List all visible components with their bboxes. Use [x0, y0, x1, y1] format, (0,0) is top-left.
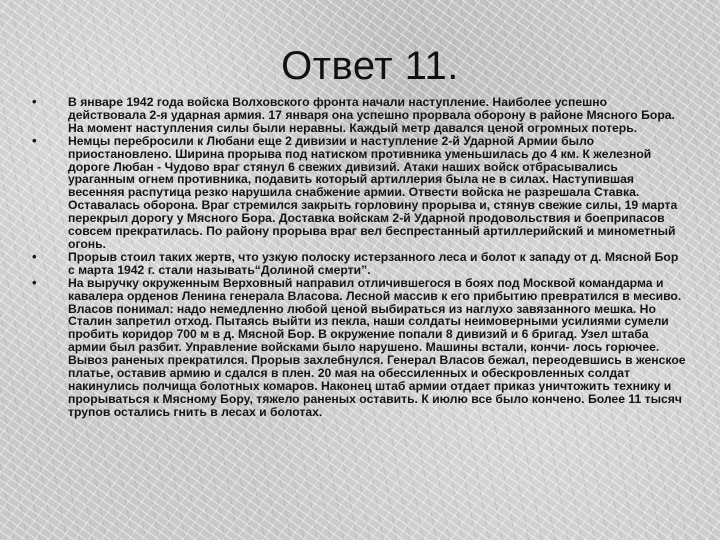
item-text: Немцы перебросили к Любани еще 2 дивизии и наступление 2-й Ударной Армии было приостановлено. Ширина прорыва под натиском противника уменьшилась до 4 км. К железной дороге Любан - Чудово враг стянул 6 свежих дивизий. Атаки наших войск отбрасывались ураганным огнем противника, подавить который артиллерия была не в силах. Наступившая весенняя распутица резко нарушила снабжение армии. Отвести войска не разрешала Ставка. Оставалась оборона. Враг стремился закрыть горловину прорыва и, стянув свежие силы, 19 марта перекрыл дорогу у Мясного Бора. Доставка войскам 2-й Ударной продовольствия и боеприпасов совсем прекратилась. По району прорыва враг вел беспрестанный артиллерийский и минометный огонь.	[68, 133, 678, 251]
item-text: Прорыв стоил таких жертв, что узкую полоску истерзанного леса и болот к западу от д. Мясной Бор с марта 1942 г. стали называть“Долиной смерти”.	[68, 249, 679, 277]
bullet-icon: •	[32, 274, 37, 290]
list-item	[26, 274, 686, 419]
bullet-list	[26, 96, 686, 419]
bullet-icon: •	[32, 132, 37, 148]
list-item	[26, 248, 686, 277]
bullet-icon: •	[32, 94, 37, 109]
bullet-icon: •	[32, 248, 37, 264]
slide-title: Ответ 11.	[281, 44, 459, 88]
item-text: На выручку окруженным Верховный направил отличившегося в боях под Москвой командарма и кавалера орденов Ленина генерала Власова. Лесной массив к его прибытию превратился в месиво. Власов понимал: надо немедленно любой ценой выбираться из наглухо завязанного мешка. Но Сталин запретил отход. Пытаясь выйти из пекла, наши солдаты неимоверными усилиями сумели пробить коридор 700 м в д. Мясной Бор. В окружение попали 8 дивизий и 6 бригад. Узел штаба армии был разбит. Управление войсками было нарушено. Машины встали, кончи- лось горючее. Вывоз раненых прекратился. Прорыв захлебнулся. Генерал Власов бежал, переодевшись в женское платье, оставив армию и сдался в плен. 20 мая на обессиленных и обескровленных солдат накинулись полчища болотных комаров. Наконец штаб армии отдает приказ уничтожить технику и прорываться к Мясному Бору, тяжело раненых оставить. К июлю все было кончено. Более 11 тысяч трупов остались гнить в лесах и болотах.	[68, 275, 686, 419]
list-item	[26, 96, 686, 135]
item-text: В январе 1942 года войска Волховского фронта начали наступление. Наиболее успешно действовала 2-я ударная армия. 17 января она успешно прорвала оборону в районе Мясного Бора. На момент наступления силы были неравны. Каждый метр давался ценой огромных потерь.	[68, 95, 675, 135]
list-item	[26, 132, 686, 251]
